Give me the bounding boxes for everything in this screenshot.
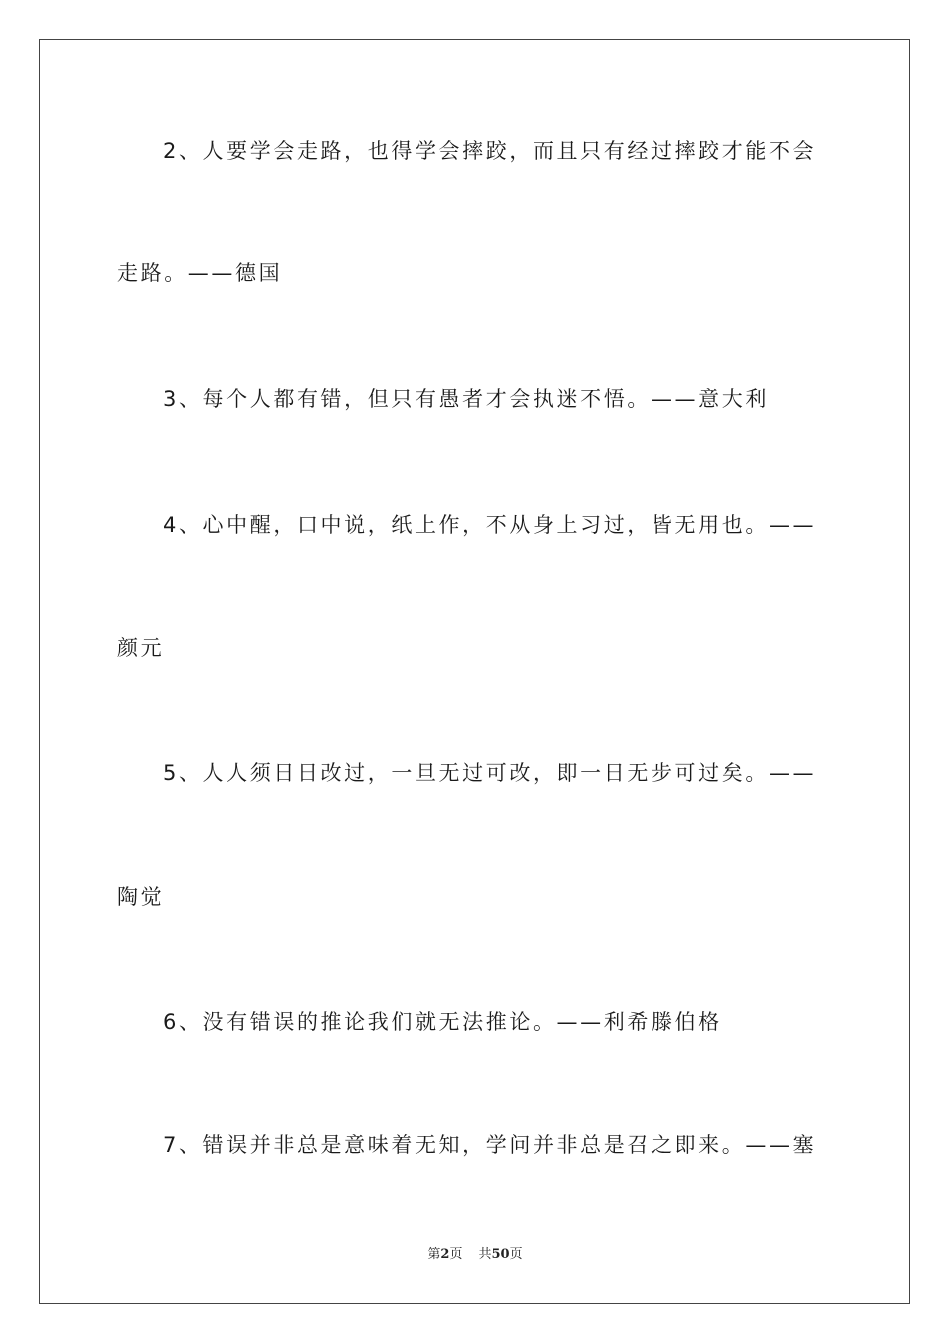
page-footer (0, 1246, 950, 1264)
paragraph-6-line-1: 6、没有错误的推论我们就无法推论。——利希滕伯格 (163, 1010, 722, 1034)
paragraph-2-line-2: 走路。——德国 (117, 261, 283, 285)
paragraph-4-line-1: 4、心中醒，口中说，纸上作，不从身上习过，皆无用也。—— (163, 513, 817, 537)
page-current: 2 (440, 1247, 450, 1262)
paragraph-5-line-1: 5、人人须日日改过，一旦无过可改，即一日无步可过矣。—— (163, 761, 817, 785)
page-total: 50 (491, 1247, 510, 1262)
paragraph-2-line-1: 2、人要学会走路，也得学会摔跤，而且只有经过摔跤才能不会 (163, 139, 817, 163)
total-prefix: 共 (478, 1247, 492, 1262)
paragraph-4-line-2: 颜元 (117, 636, 165, 660)
page-border (39, 39, 910, 1304)
paragraph-5-line-2: 陶觉 (117, 885, 165, 909)
page-suffix: 页 (449, 1247, 463, 1262)
total-suffix: 页 (509, 1247, 523, 1262)
page-prefix: 第 (427, 1247, 441, 1262)
paragraph-3-line-1: 3、每个人都有错，但只有愚者才会执迷不悟。——意大利 (163, 387, 769, 411)
paragraph-7-line-1: 7、错误并非总是意味着无知，学问并非总是召之即来。——塞 (163, 1133, 817, 1157)
